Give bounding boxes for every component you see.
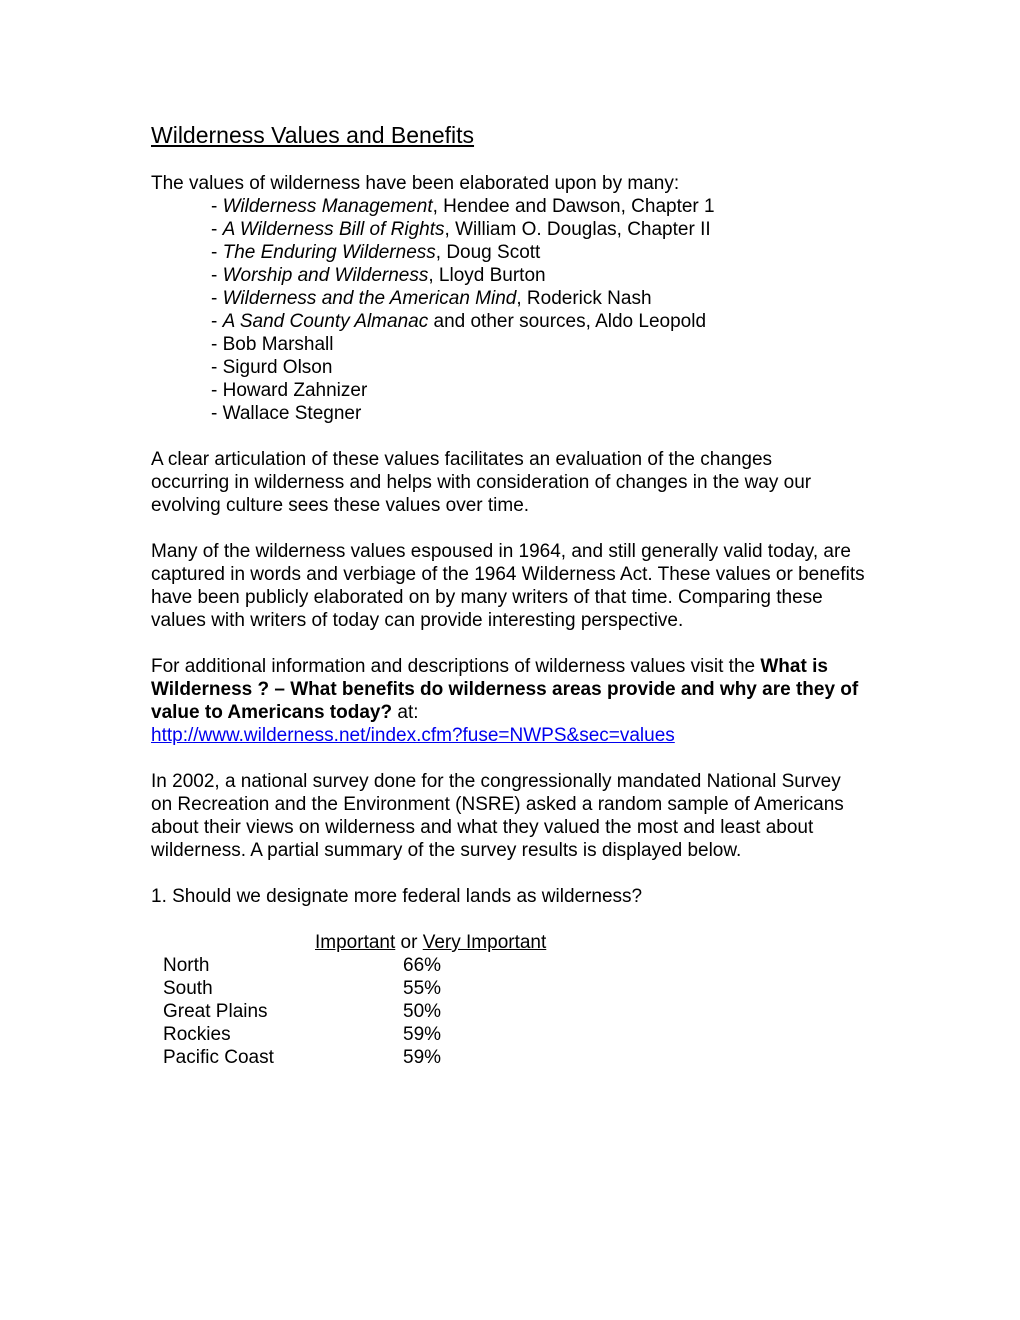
paragraph-more-info: For additional information and descriptions of wilderness values visit the What is Wilderness ? – What benefits do wilderness areas provide and why are they of value to Americans today? at: http://www.wilderness.net/index.cfm?fuse=NWPS&sec=values <box>151 656 859 746</box>
paragraph-articulation: A clear articulation of these values facilitates an evaluation of the changes occurring in wilderness and helps with consideration of changes in the way our evolving culture sees these values over time. <box>151 449 812 516</box>
paragraph-1964-act: Many of the wilderness values espoused in 1964, and still generally valid today, are captured in words and verbiage of the 1964 Wilderness Act. These values or benefits have been publicly elaborated on by many writers of that time. Comparing these values with writers of today can provide interesting perspective. <box>151 541 865 631</box>
table-row: Pacific Coast 59% <box>163 1047 442 1068</box>
table-row: Great Plains 50% <box>163 1001 442 1022</box>
table-row: South 55% <box>163 978 442 999</box>
paragraph-survey: In 2002, a national survey done for the congressionally mandated National Survey on Recreation and the Environment (NSRE) asked a random sample of Americans about their views on wilderness and what they valued the most and least about wilderness. A partial summary of the survey results is displayed below. <box>151 771 844 861</box>
list-item: - Wilderness Management, Hendee and Dawson, Chapter 1 <box>211 196 715 217</box>
list-item: - The Enduring Wilderness, Doug Scott <box>211 242 541 263</box>
list-item: - Wallace Stegner <box>211 403 362 424</box>
table-row: North 66% <box>163 955 442 976</box>
table-header: Important or Very Important <box>315 932 547 953</box>
list-item: - Worship and Wilderness, Lloyd Burton <box>211 265 546 286</box>
document-page <box>151 121 891 1071</box>
page-title: Wilderness Values and Benefits <box>151 122 475 148</box>
table-row: Rockies 59% <box>163 1024 442 1045</box>
sources-list <box>151 195 891 425</box>
list-item: - Sigurd Olson <box>211 357 333 378</box>
list-item: - Wilderness and the American Mind, Roderick Nash <box>211 288 652 309</box>
survey-question: 1. Should we designate more federal lands as wilderness? <box>151 886 643 907</box>
list-item: - A Sand County Almanac and other sources, Aldo Leopold <box>211 311 707 332</box>
survey-table <box>151 931 891 1071</box>
list-item: - Howard Zahnizer <box>211 380 368 401</box>
list-item: - A Wilderness Bill of Rights, William O. Douglas, Chapter II <box>211 219 711 240</box>
intro-text: The values of wilderness have been elaborated upon by many: <box>151 173 680 194</box>
list-item: - Bob Marshall <box>211 334 334 355</box>
wilderness-net-link[interactable]: http://www.wilderness.net/index.cfm?fuse=NWPS&sec=values <box>151 725 675 746</box>
